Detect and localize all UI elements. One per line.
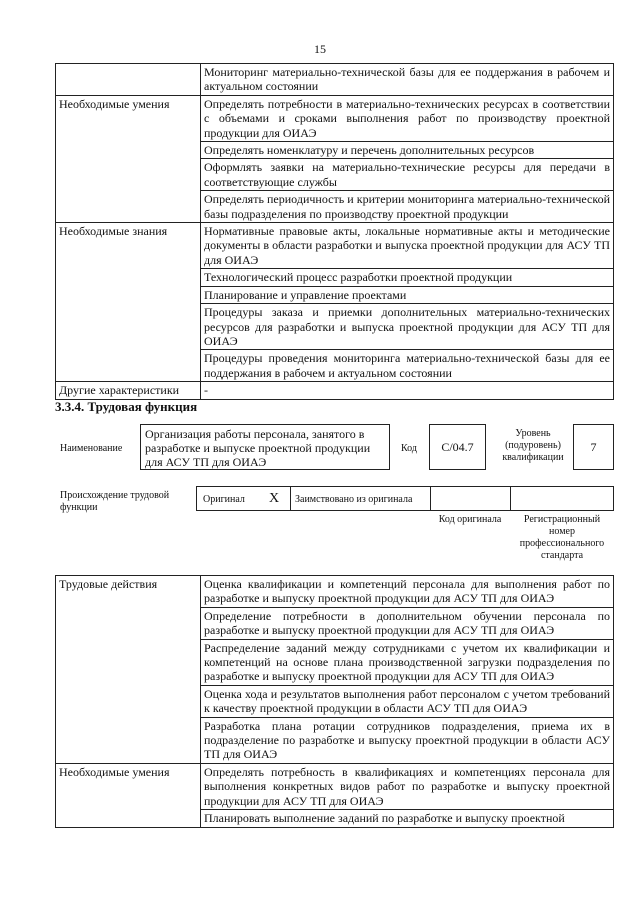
level-label: Уровень (подуровень) квалификации	[502, 428, 564, 463]
section-heading: 3.3.4. Трудовая функция	[55, 399, 198, 414]
table-row	[56, 95, 614, 141]
divider	[430, 487, 431, 510]
divider	[510, 487, 511, 510]
table-cell: Разработка плана ротации сотрудников подразделения, приема их в подразделение по разработке и выпуску проектной продукции в области АСУ ТП для ОИАЭ	[201, 717, 614, 763]
table-cell: -	[201, 382, 614, 399]
table-row	[56, 382, 614, 399]
borrowed-label: Заимствовано из оригинала	[295, 494, 413, 505]
row-label: Другие характеристики	[56, 382, 201, 399]
code-box: C/04.7	[429, 424, 486, 470]
table-cell: Процедуры заказа и приемки дополнительных материально-технических ресурсов для разработки и выпуска проектной продукции для АСУ ТП для ОИАЭ	[201, 304, 614, 350]
table-cell: Планировать выполнение заданий по разработке и выпуску проектной	[201, 810, 614, 827]
table-cell: Процедуры проведения мониторинга материально-технической базы для ее поддержания в рабочем и актуальном состоянии	[201, 350, 614, 382]
table-cell: Мониторинг материально-технической базы для ее поддержания в рабочем и актуальном состоянии	[201, 64, 614, 96]
table-cell: Оценка квалификации и компетенций персонала для выполнения работ по разработке и выпуску проектной продукции для АСУ ТП для ОИАЭ	[201, 576, 614, 608]
table-cell: Определять потребности в материально-технических ресурсах в соответствии с объемами и сроками выполнения работ по производству проектной продукции для ОИАЭ	[201, 95, 614, 141]
table-cell: Планирование и управление проектами	[201, 286, 614, 303]
table-row	[56, 64, 614, 96]
code-original-caption: Код оригинала	[438, 514, 502, 525]
table-cell: Определять номенклатуру и перечень дополнительных ресурсов	[201, 142, 614, 159]
table-row	[56, 576, 614, 608]
table-cell: Определять потребность в квалификациях и компетенциях персонала для выполнения конкретных видов работ по разработке и выпуску проектной продукции для АСУ ТП для ОИАЭ	[201, 763, 614, 809]
row-label: Трудовые действия	[56, 576, 201, 764]
competency-table-top	[55, 63, 614, 400]
origin-label: Происхождение трудовой функции	[60, 490, 170, 513]
table-cell: Оформлять заявки на материально-технические ресурсы для передачи в соответствующие службы	[201, 159, 614, 191]
original-label: Оригинал	[203, 494, 245, 505]
reg-number-caption: Регистрационный номер профессионального стандарта	[519, 514, 605, 561]
table-row	[56, 223, 614, 269]
origin-row	[196, 486, 614, 511]
code-label: Код	[401, 443, 417, 454]
table-cell: Определение потребности в дополнительном обучении персонала по разработке и выпуску проектной продукции для АСУ ТП для ОИАЭ	[201, 607, 614, 639]
page-number: 15	[314, 42, 326, 56]
row-label: Необходимые умения	[56, 763, 201, 827]
table-row	[56, 763, 614, 809]
table-cell: Определять периодичность и критерии мониторинга материально-технической базы подразделения по производству проектной продукции	[201, 191, 614, 223]
table-cell: Технологический процесс разработки проектной продукции	[201, 269, 614, 286]
divider	[290, 487, 291, 510]
row-label	[56, 64, 201, 96]
original-mark: X	[269, 491, 280, 506]
table-cell: Оценка хода и результатов выполнения работ персоналом с учетом требований к качеству проектной продукции в области АСУ ТП для ОИАЭ	[201, 685, 614, 717]
level-box: 7	[573, 424, 614, 470]
table-cell: Нормативные правовые акты, локальные нормативные акты и методические документы в области разработки и выпуска проектной продукции для АСУ ТП для ОИАЭ	[201, 223, 614, 269]
row-label: Необходимые знания	[56, 223, 201, 382]
function-name-box: Организация работы персонала, занятого в разработке и выпуске проектной продукции для АСУ ТП для ОИАЭ	[140, 424, 390, 470]
name-label: Наименование	[60, 443, 123, 454]
row-label: Необходимые умения	[56, 95, 201, 222]
table-cell: Распределение заданий между сотрудниками с учетом их квалификации и компетенций на основе плана производственной загрузки подразделения по разработке и выпуску проектной продукции для АСУ ТП для ОИАЭ	[201, 639, 614, 685]
labor-actions-table	[55, 575, 614, 828]
